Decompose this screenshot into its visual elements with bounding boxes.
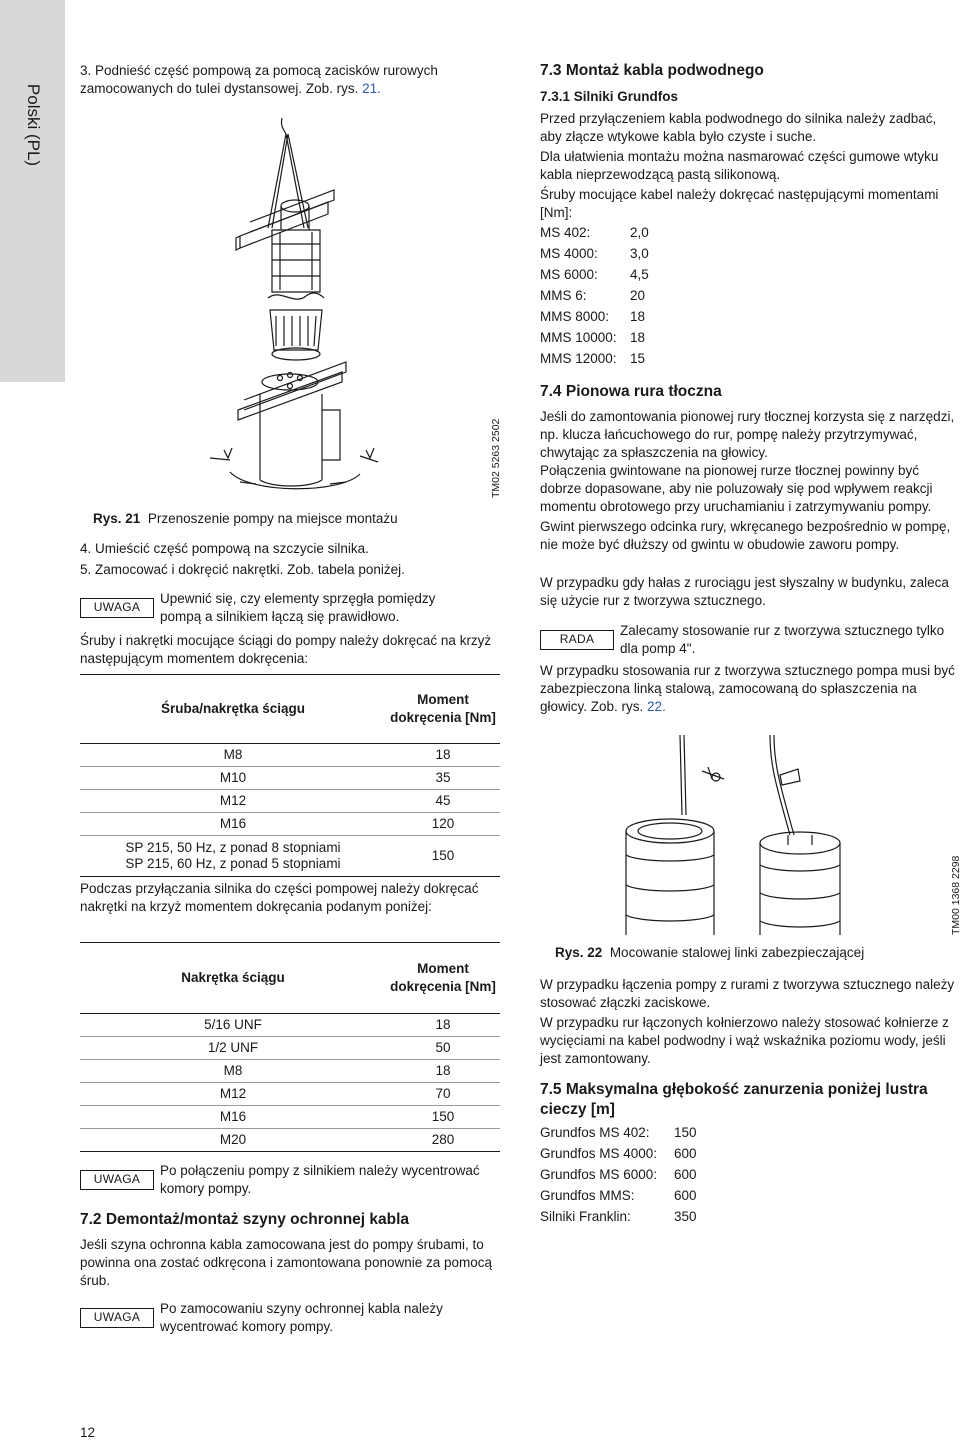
depth-list xyxy=(540,1122,800,1227)
figure-22-drawing xyxy=(620,735,860,935)
list-item-value: 600 xyxy=(674,1187,697,1203)
list-item xyxy=(540,1206,800,1227)
step-3 xyxy=(80,62,480,98)
warning-1-text: Upewnić się, czy elementy sprzęgła pomiędzy pompą a silnikiem łączą się prawidłowo. xyxy=(160,591,436,624)
section-7-4-heading: 7.4 Pionowa rura tłoczna xyxy=(540,383,722,400)
list-item-value: 350 xyxy=(674,1208,697,1224)
section-7-4-para-b: Połączenia gwintowane na pionowej rurze tłocznej powinny być dobrze dopasowane, aby nie poluzowały się pod wpływem reakcji momentu obrotowego przy uruchamianiu i zatrzymywaniu pompy. xyxy=(540,463,933,514)
section-7-3-1-para-b: Dla ułatwienia montażu można nasmarować części gumowe wtyku kabla nieprzewodzącą pastą silikonową. xyxy=(540,149,939,182)
table-cell: 18 xyxy=(386,1014,500,1037)
section-7-4-para-g: W przypadku rur łączonych kołnierzowo należy stosować kołnierze z wycięciami na kabel podwodny i wąż wskaźnika poziomu wody, jeśli jest zamontowany. xyxy=(540,1015,949,1066)
table-row xyxy=(80,813,500,836)
fig-21-label: Rys. 21 xyxy=(93,511,141,526)
table-1-col-item: Śruba/nakrętka ściągu xyxy=(80,675,386,744)
warning-3-badge: UWAGA xyxy=(80,1308,154,1328)
section-7-4-para-e-text: W przypadku stosowania rur z tworzywa sztucznego pompa musi być zabezpieczona linką stalową, zamocowaną do spłaszczenia na głowicy. Zob. rys. xyxy=(540,663,955,714)
bolts-paragraph: Śruby i nakrętki mocujące ściągi do pompy należy dokręcać na krzyż następującym momentem dokręcenia: xyxy=(80,633,492,666)
fig-21-link[interactable]: 21. xyxy=(362,80,381,96)
warning-1-badge: UWAGA xyxy=(80,598,154,618)
list-item-label: Grundfos MS 4000: xyxy=(540,1145,658,1161)
table-cell: 150 xyxy=(386,1106,500,1129)
fig-22-caption xyxy=(555,944,955,962)
list-item xyxy=(540,1164,800,1185)
table-cell: 45 xyxy=(386,790,500,813)
tip-badge: RADA xyxy=(540,630,614,650)
list-item-value: 15 xyxy=(630,350,646,366)
table-row xyxy=(80,1129,500,1152)
step-5-text: 5. Zamocować i dokręcić nakrętki. Zob. tabela poniżej. xyxy=(80,562,405,577)
table-cell: 280 xyxy=(386,1129,500,1152)
fig-21-code: TM02 5263 2502 xyxy=(490,418,502,498)
list-item xyxy=(540,1122,800,1143)
section-7-4-para-e xyxy=(540,662,958,715)
list-item-label: MMS 6: xyxy=(540,287,587,303)
table-cell: 120 xyxy=(386,813,500,836)
language-side-tab xyxy=(0,0,65,382)
section-7-3-heading: 7.3 Montaż kabla podwodnego xyxy=(540,62,764,79)
table-row xyxy=(80,1037,500,1060)
table-cell: M20 xyxy=(80,1129,386,1152)
language-tab-label: Polski (PL) xyxy=(24,83,44,167)
table-2-col-item: Nakrętka ściągu xyxy=(80,943,386,1014)
list-item-value: 600 xyxy=(674,1166,697,1182)
list-item-label: Grundfos MS 402: xyxy=(540,1124,650,1140)
table-cell: 18 xyxy=(386,744,500,767)
table-row xyxy=(80,1014,500,1037)
motor-paragraph: Podczas przyłączania silnika do części pompowej należy dokręcać nakrętki na krzyż momentem dokręcania podanym poniżej: xyxy=(80,881,479,914)
tip-text: Zalecamy stosowanie rur z tworzywa sztucznego tylko dla pomp 4". xyxy=(620,623,945,656)
list-item-label: MMS 12000: xyxy=(540,350,617,366)
list-item xyxy=(540,1185,800,1206)
fig-21-caption-text: Przenoszenie pompy na miejsce montażu xyxy=(147,511,398,526)
list-item xyxy=(540,285,740,306)
fig-21-caption xyxy=(93,510,493,528)
list-item xyxy=(540,327,740,348)
list-item-label: MMS 10000: xyxy=(540,329,617,345)
list-item-value: 18 xyxy=(630,308,646,324)
table-cell: 70 xyxy=(386,1083,500,1106)
list-item-label: Silniki Franklin: xyxy=(540,1208,631,1224)
section-7-2-heading: 7.2 Demontaż/montaż szyny ochronnej kabla xyxy=(80,1211,410,1228)
table-cell: 150 xyxy=(386,836,500,877)
table-row xyxy=(80,744,500,767)
table-cell: M8 xyxy=(80,1060,386,1083)
table-row xyxy=(80,790,500,813)
fig-22-link[interactable]: 22. xyxy=(647,698,666,714)
list-item-label: MMS 8000: xyxy=(540,308,610,324)
section-7-2-paragraph: Jeśli szyna ochronna kabla zamocowana jest do pompy śrubami, to powinna ona zostać odkręcona i zamontowana ponownie za pomocą śrub. xyxy=(80,1237,493,1288)
table-cell: M8 xyxy=(80,744,386,767)
table-cell: 50 xyxy=(386,1037,500,1060)
section-7-3-1-para-a: Przed przyłączeniem kabla podwodnego do silnika należy zadbać, aby złącze wtykowe kabla było czyste i suche. xyxy=(540,111,937,144)
section-7-4-para-a: Jeśli do zamontowania pionowej rury tłocznej korzysta się z narzędzi, np. klucza łańcuchowego do rur, pompę należy przytrzymywać, chwytając za spłaszczenia na głowicy. xyxy=(540,409,955,460)
section-7-4-para-c: Gwint pierwszego odcinka rury, wkręcanego bezpośrednio w pompę, nie może być dłuższy od gwintu w obudowie zaworu pompy. xyxy=(540,519,951,552)
step-4 xyxy=(80,540,500,558)
section-7-4-para-d: W przypadku gdy hałas z rurociągu jest słyszalny w budynku, zaleca się użycie rur z tworzywa sztucznego. xyxy=(540,575,949,608)
step-3-text: 3. Podnieść część pompową za pomocą zacisków rurowych zamocowanych do tulei dystansowej. Zob. rys. xyxy=(80,63,438,96)
list-item-value: 4,5 xyxy=(630,266,649,282)
table-cell: M10 xyxy=(80,767,386,790)
list-item-value: 18 xyxy=(630,329,646,345)
section-7-4-para-f: W przypadku łączenia pompy z rurami z tworzywa sztucznego należy stosować złączki zaciskowe. xyxy=(540,977,955,1010)
warning-2-text: Po połączeniu pompy z silnikiem należy wycentrować komory pompy. xyxy=(160,1163,480,1196)
table-cell-line: SP 215, 50 Hz, z ponad 8 stopniami xyxy=(125,839,341,855)
list-item-value: 150 xyxy=(674,1124,697,1140)
list-item-value: 20 xyxy=(630,287,646,303)
table-cell: M12 xyxy=(80,790,386,813)
table-cell: 1/2 UNF xyxy=(80,1037,386,1060)
fig-22-label: Rys. 22 xyxy=(555,945,603,960)
table-row xyxy=(80,1060,500,1083)
list-item-label: MS 4000: xyxy=(540,245,598,261)
list-item xyxy=(540,243,740,264)
table-row xyxy=(80,836,500,877)
list-item-label: MS 402: xyxy=(540,224,591,240)
table-cell: 18 xyxy=(386,1060,500,1083)
table-cell: 5/16 UNF xyxy=(80,1014,386,1037)
list-item xyxy=(540,222,740,243)
fig-22-code: TM00 1368 2298 xyxy=(950,855,962,935)
table-cell xyxy=(80,836,386,877)
table-2-col-torque: Moment dokręcenia [Nm] xyxy=(386,943,500,1014)
list-item xyxy=(540,306,740,327)
list-item xyxy=(540,348,740,369)
table-row xyxy=(80,1083,500,1106)
section-7-3-1-para-c: Śruby mocujące kabel należy dokręcać następującymi momentami [Nm]: xyxy=(540,187,939,220)
list-item xyxy=(540,264,740,285)
list-item-label: MS 6000: xyxy=(540,266,598,282)
table-cell: M16 xyxy=(80,813,386,836)
figure-21-drawing xyxy=(210,110,470,500)
list-item-label: Grundfos MMS: xyxy=(540,1187,635,1203)
table-1-col-torque: Moment dokręcenia [Nm] xyxy=(386,675,500,744)
table-cell: 35 xyxy=(386,767,500,790)
table-row xyxy=(80,1106,500,1129)
table-row xyxy=(80,767,500,790)
warning-3-text: Po zamocowaniu szyny ochronnej kabla należy wycentrować komory pompy. xyxy=(160,1301,443,1334)
list-item-value: 600 xyxy=(674,1145,697,1161)
list-item-value: 2,0 xyxy=(630,224,649,240)
step-4-text: 4. Umieścić część pompową na szczycie silnika. xyxy=(80,541,369,556)
page-number: 12 xyxy=(80,1425,96,1440)
warning-2-badge: UWAGA xyxy=(80,1170,154,1190)
step-5 xyxy=(80,561,500,579)
torque-table-2 xyxy=(80,942,500,1152)
list-item xyxy=(540,1143,800,1164)
list-item-label: Grundfos MS 6000: xyxy=(540,1166,658,1182)
table-cell: M12 xyxy=(80,1083,386,1106)
table-cell-line: SP 215, 60 Hz, z ponad 5 stopniami xyxy=(125,856,341,871)
section-7-3-1-heading: 7.3.1 Silniki Grundfos xyxy=(540,89,679,104)
fig-22-caption-text: Mocowanie stalowej linki zabezpieczającej xyxy=(609,945,865,960)
table-cell: M16 xyxy=(80,1106,386,1129)
torque-table-1 xyxy=(80,674,500,877)
section-7-5-heading: 7.5 Maksymalna głębokość zanurzenia poniżej lustra cieczy [m] xyxy=(540,1081,928,1119)
list-item-value: 3,0 xyxy=(630,245,649,261)
cable-torque-list xyxy=(540,222,740,369)
